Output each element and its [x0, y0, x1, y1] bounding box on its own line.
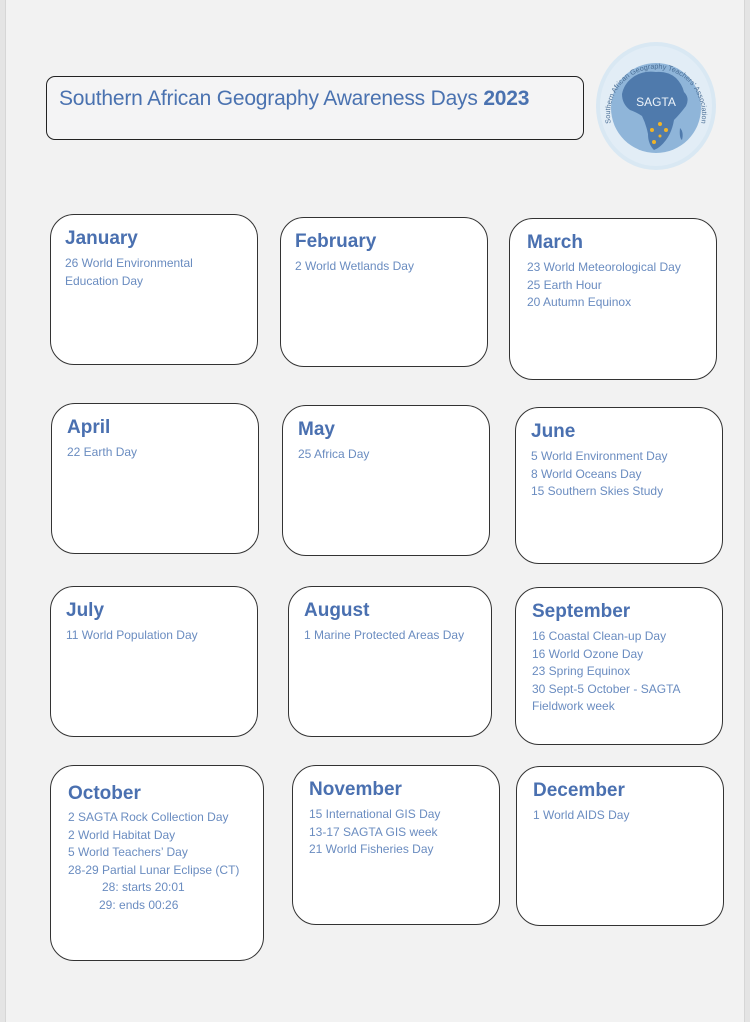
- month-title: October: [68, 783, 141, 804]
- event-list: [67, 444, 248, 462]
- month-title: August: [304, 600, 370, 621]
- month-title: September: [532, 601, 631, 622]
- event-item: 25 Earth Hour: [527, 277, 602, 292]
- event-item: 13-17 SAGTA GIS week: [309, 824, 438, 839]
- event-item: 16 World Ozone Day: [532, 646, 644, 661]
- month-card-november: [292, 765, 500, 925]
- event-list: [309, 806, 489, 859]
- event-item: 16 Coastal Clean-up Day: [532, 629, 667, 643]
- month-title: March: [527, 232, 583, 253]
- month-card-august: [288, 586, 492, 737]
- event-item: 25 Africa Day: [298, 447, 370, 461]
- title-text: Southern African Geography Awareness Days: [59, 87, 478, 110]
- event-item: 2 World Wetlands Day: [295, 259, 414, 273]
- page-edge-right: [744, 0, 750, 1022]
- month-card-may: [282, 405, 490, 556]
- month-title: June: [531, 421, 576, 442]
- event-item: 2 SAGTA Rock Collection Day: [68, 810, 229, 824]
- event-item: 21 World Fisheries Day: [309, 842, 434, 856]
- month-title: January: [65, 228, 138, 249]
- event-item: 28-29 Partial Lunar Eclipse (CT): [68, 862, 240, 877]
- event-item: 5 World Environment Day: [531, 449, 668, 463]
- africa-map-globe-icon: [594, 40, 718, 172]
- event-item: 30 Sept-5 October - SAGTA: [532, 681, 681, 696]
- event-list: [533, 807, 713, 825]
- event-list: [295, 258, 477, 276]
- event-item: 20 Autumn Equinox: [527, 295, 632, 309]
- month-card-september: [515, 587, 723, 745]
- event-item: 1 World AIDS Day: [533, 808, 630, 822]
- event-item: Education Day: [65, 273, 144, 288]
- month-title: April: [67, 417, 111, 438]
- event-item: 5 World Teachers’ Day: [68, 845, 188, 859]
- month-card-january: [50, 214, 258, 365]
- month-card-december: [516, 766, 724, 926]
- event-item: 29: ends 00:26: [99, 897, 179, 912]
- page-edge-left: [0, 0, 6, 1022]
- sagta-logo: [594, 40, 718, 172]
- event-item: 2 World Habitat Day: [68, 827, 176, 842]
- title-year: 2023: [483, 87, 530, 110]
- month-card-february: [280, 217, 488, 367]
- event-item: 23 World Meteorological Day: [527, 260, 681, 274]
- event-list: [68, 809, 253, 914]
- event-item: 15 Southern Skies Study: [531, 484, 664, 498]
- month-card-march: [509, 218, 717, 380]
- month-title: December: [533, 780, 625, 801]
- event-list: [532, 628, 712, 716]
- month-card-october: [50, 765, 264, 961]
- month-title: July: [66, 600, 105, 621]
- event-item: 8 World Oceans Day: [531, 466, 642, 481]
- month-title: February: [295, 231, 377, 252]
- event-item: 26 World Environmental: [65, 256, 193, 270]
- event-list: [298, 446, 479, 464]
- event-item: 11 World Population Day: [66, 628, 198, 642]
- event-list: [531, 448, 712, 501]
- event-list: [65, 255, 247, 290]
- event-list: [66, 627, 247, 645]
- event-item: 22 Earth Day: [67, 445, 138, 459]
- logo-acronym: SAGTA: [636, 95, 676, 109]
- month-title: May: [298, 419, 335, 440]
- month-card-april: [51, 403, 259, 554]
- event-item: 15 International GIS Day: [309, 807, 441, 821]
- event-item: 1 Marine Protected Areas Day: [304, 628, 465, 642]
- title-banner: [46, 76, 584, 140]
- event-item: Fieldwork week: [532, 699, 615, 713]
- event-list: [527, 259, 706, 312]
- page-title: [59, 87, 529, 111]
- month-title: November: [309, 779, 402, 800]
- month-card-july: [50, 586, 258, 737]
- event-item: 28: starts 20:01: [102, 880, 185, 894]
- event-item: 23 Spring Equinox: [532, 664, 631, 678]
- logo-ring-text: Southern African Geography Teachers' Association: [602, 61, 710, 125]
- month-card-june: [515, 407, 723, 564]
- event-list: [304, 627, 481, 645]
